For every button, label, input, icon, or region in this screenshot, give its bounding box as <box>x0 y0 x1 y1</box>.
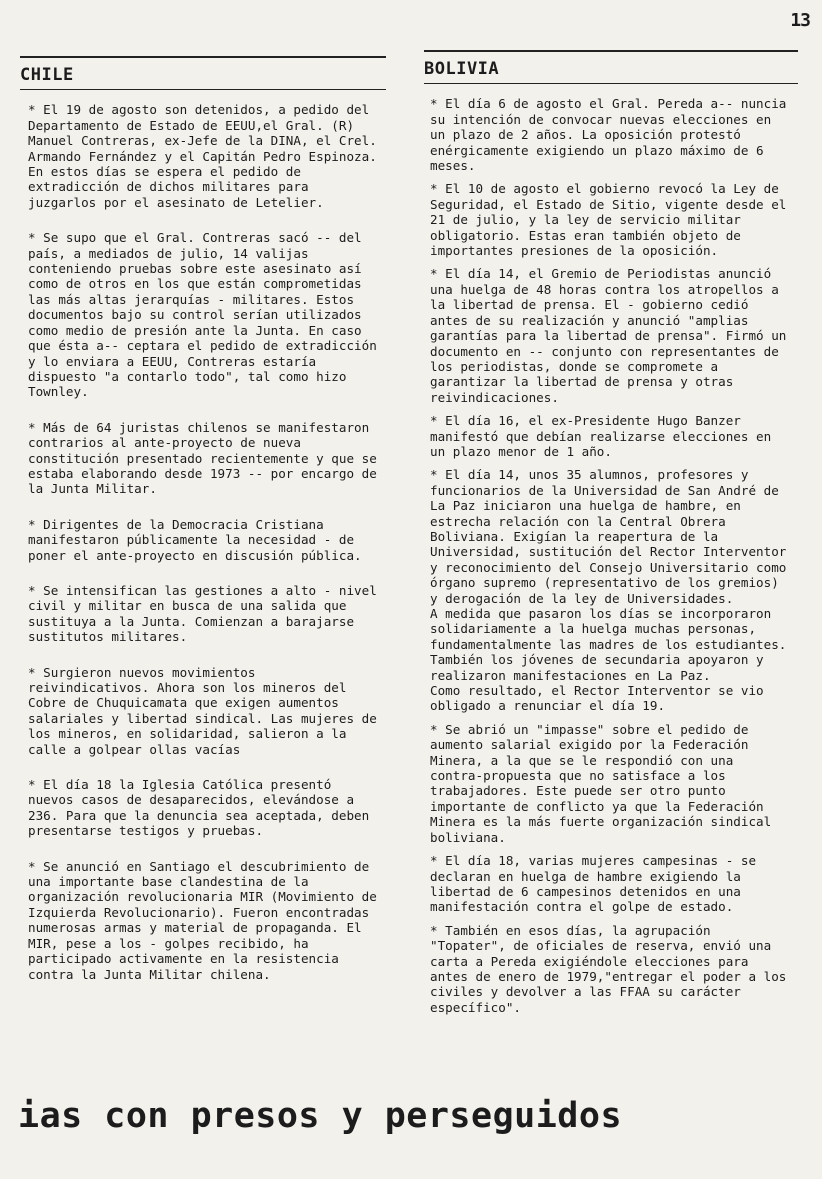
bolivia-news-item: * El día 14, unos 35 alumnos, profesores y funcionarios de la Universidad de San André de La Paz iniciaron una huelga de hambre, en estrecha relación con la Central Obrera Boliviana. Exigían la reapertura de la Universidad, sustitución del Rector Interventor y reconocimiento del Consejo Universitario como órgano supremo (representativo de los gremios) y derogación de la ley de Universidades. A medida que pasaron los días se incorporaron solidariamente a la huelga muchas personas, fundamentalmente las madres de los estudiantes. También los jóvenes de secundaria apoyaron y realizaron manifestaciones en La Paz. Como resultado, el Rector Interventor se vio obligado a renunciar el día 19. <box>430 467 787 714</box>
page-number: 13 <box>790 10 810 31</box>
bolivia-column <box>424 50 798 1023</box>
chile-column <box>20 56 386 1002</box>
chile-news-item: * Más de 64 juristas chilenos se manifestaron contrarios al ante-proyecto de nueva constitución presentado recientemente y que se estaba elaborando desde 1973 -- por encargo de la Junta Militar. <box>28 419 385 497</box>
chile-news-item: * Se anunció en Santiago el descubrimiento de una importante base clandestina de la organización revolucionaria MIR (Movimiento de Izquierda Revolucionario). Fueron encontradas numerosas armas y material de propaganda. El MIR, pese a los - golpes recibido, ha participado activamente en la resistencia contra la Junta Militar chilena. <box>28 858 385 982</box>
chile-news-item: * Surgieron nuevos movimientos reivindicativos. Ahora son los mineros del Cobre de Chuquicamata que exigen aumentos salariales y libertad sindical. Las mujeres de los mineros, en solidaridad, salieron a la calle a golpear ollas vacías <box>28 664 385 757</box>
bolivia-news-item: * Se abrió un "impasse" sobre el pedido de aumento salarial exigido por la Federación Minera, a la que se le respondió con una contra-propuesta que no satisface a los trabajadores. Este puede ser otro punto importante de conflicto ya que la Federación Minera es la más fuerte organización sindical boliviana. <box>430 721 779 845</box>
bolivia-news-item: * El día 14, el Gremio de Periodistas anunció una huelga de 48 horas contra los atropellos a la libertad de prensa. El - gobierno cedió antes de su realización y anunció "amplias garantías para la libertad de prensa". Firmó un documento en -- conjunto con representantes de los periodistas, donde se compromete a garantizar la libertad de prensa y otras reivindicaciones. <box>430 266 794 405</box>
bottom-headline: ias con presos y perseguidos <box>18 1096 623 1136</box>
chile-news-item: * El día 18 la Iglesia Católica presentó nuevos casos de desaparecidos, elevándose a 236. Para que la denuncia sea aceptada, deben presentarse testigos y pruebas. <box>28 777 377 839</box>
chile-news-item: * Dirigentes de la Democracia Cristiana manifestaron públicamente la necesidad - de poner el ante-proyecto en discusión pública. <box>28 516 362 563</box>
bolivia-news-item: * El 10 de agosto el gobierno revocó la Ley de Seguridad, el Estado de Sitio, vigente desde el 21 de julio, y la ley de servicio militar obligatorio. Estas eran también objeto de importantes presiones de la oposición. <box>430 181 794 259</box>
bolivia-news-item: * El día 6 de agosto el Gral. Pereda a-- nuncia su intención de convocar nuevas elecciones en un plazo de 2 años. La oposición protestó enérgicamente exigiendo un plazo máximo de 6 meses. <box>430 96 794 174</box>
chile-news-item: * Se intensifican las gestiones a alto - nivel civil y militar en busca de una salida que sustituya a la Junta. Comienzan a barajarse sustitutos militares. <box>28 582 385 645</box>
bolivia-section-title: BOLIVIA <box>424 59 500 79</box>
chile-news-item: * El 19 de agosto son detenidos, a pedido del Departamento de Estado de EEUU,el Gral. (R) Manuel Contreras, ex-Jefe de la DINA, el Crel. Armando Fernández y el Capitán Pedro Espinoza. En estos días se espera el pedido de extradicción de dichos militares para juzgarlos por el asesinato de Letelier. <box>28 102 385 210</box>
chile-news-item: * Se supo que el Gral. Contreras sacó -- del país, a mediados de julio, 14 valijas conteniendo pruebas sobre este asesinato así como de otros en los que están comprometidas las más altas jerarquías - militares. Estos documentos bajo su control serían utilizados como medio de presión ante la Junta. En caso que ésta a-- ceptara el pedido de extradicción y lo enviara a EEUU, Contreras estaría dispuesto "a contarlo todo", tal como hizo Townley. <box>28 230 385 400</box>
bolivia-news-item: * El día 18, varias mujeres campesinas - se declaran en huelga de hambre exigiendo la libertad de 6 campesinos detenidos en una manifestación contra el golpe de estado. <box>430 853 764 915</box>
bolivia-news-item: * También en esos días, la agrupación "Topater", de oficiales de reserva, envió una carta a Pereda exigiéndole elecciones para antes de enero de 1979,"entregar el poder a los civiles y devolver a las FFAA su carácter específico". <box>430 922 794 1015</box>
chile-section-title: CHILE <box>20 65 74 85</box>
bolivia-news-item: * El día 16, el ex-Presidente Hugo Banzer manifestó que debían realizarse elecciones en un plazo menor de 1 año. <box>430 413 779 459</box>
